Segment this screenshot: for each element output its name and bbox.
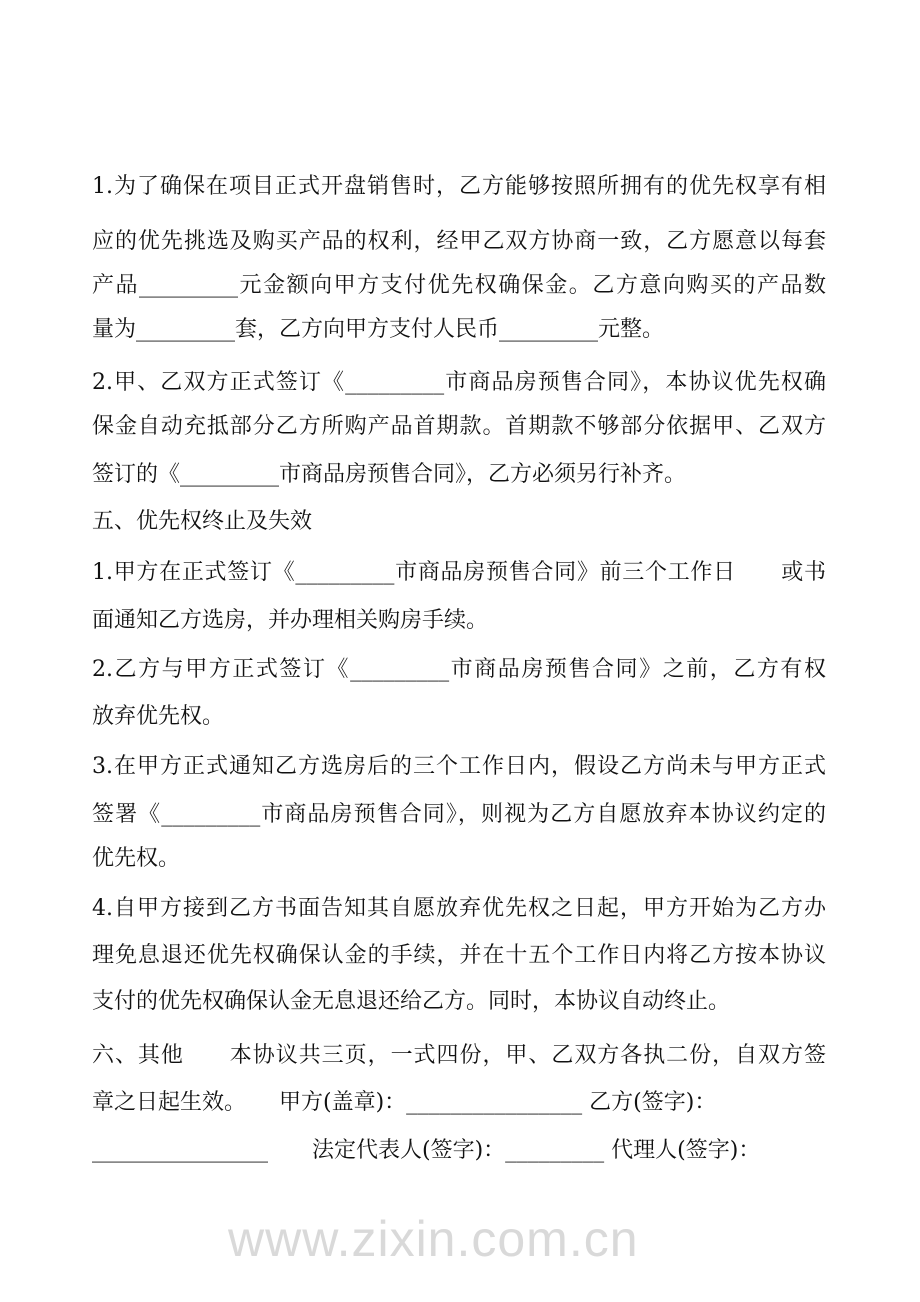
text-line: 优先权。 xyxy=(92,846,181,871)
text-line: 理免息退还优先权确保认金的手续，并在十五个工作日内将乙方按本协议 xyxy=(92,943,826,968)
text-line: 产品_________元金额向甲方支付优先权确保金。乙方意向购买的产品数 xyxy=(92,273,826,298)
text-line: 签订的《_________市商品房预售合同》，乙方必须另行补齐。 xyxy=(92,462,687,487)
section-heading: 六、其他 本协议共三页，一式四份，甲、乙双方各执二份，自双方签 xyxy=(92,1043,826,1068)
section-heading: 五、优先权终止及失效 xyxy=(92,509,313,534)
text-line: 放弃优先权。 xyxy=(92,704,225,729)
text-line: 签署《_________市商品房预售合同》，则视为乙方自愿放弃本协议约定的 xyxy=(92,802,826,827)
signature-line: 章之日起生效。 甲方(盖章)：________________ 乙方(签字)： xyxy=(92,1090,717,1115)
text-line: 支付的优先权确保认金无息退还给乙方。同时，本协议自动终止。 xyxy=(92,989,731,1014)
signature-line: ________________ 法定代表人(签字)：_________ 代理人(签字)： xyxy=(92,1138,761,1163)
text-line: 应的优先挑选及购买产品的权利，经甲乙双方协商一致，乙方愿意以每套 xyxy=(92,229,826,254)
text-line: 1.为了确保在项目正式开盘销售时，乙方能够按照所拥有的优先权享有相 xyxy=(92,174,826,199)
text-line: 4.自甲方接到乙方书面告知其自愿放弃优先权之日起，甲方开始为乙方办 xyxy=(92,896,826,921)
text-line: 3.在甲方正式通知乙方选房后的三个工作日内，假设乙方尚未与甲方正式 xyxy=(92,754,826,779)
text-line: 保金自动充抵部分乙方所购产品首期款。首期款不够部分依据甲、乙双方 xyxy=(92,414,826,439)
watermark: www.zixin.com.cn xyxy=(228,1211,639,1267)
text-line: 2.甲、乙双方正式签订《_________市商品房预售合同》，本协议优先权确 xyxy=(92,370,826,395)
text-line: 2.乙方与甲方正式签订《_________市商品房预售合同》之前，乙方有权 xyxy=(92,657,826,682)
text-line: 面通知乙方选房，并办理相关购房手续。 xyxy=(92,608,489,633)
text-line: 1.甲方在正式签订《_________市商品房预售合同》前三个工作日 或书 xyxy=(92,560,826,585)
text-line: 量为_________套，乙方向甲方支付人民币_________元整。 xyxy=(92,317,665,342)
